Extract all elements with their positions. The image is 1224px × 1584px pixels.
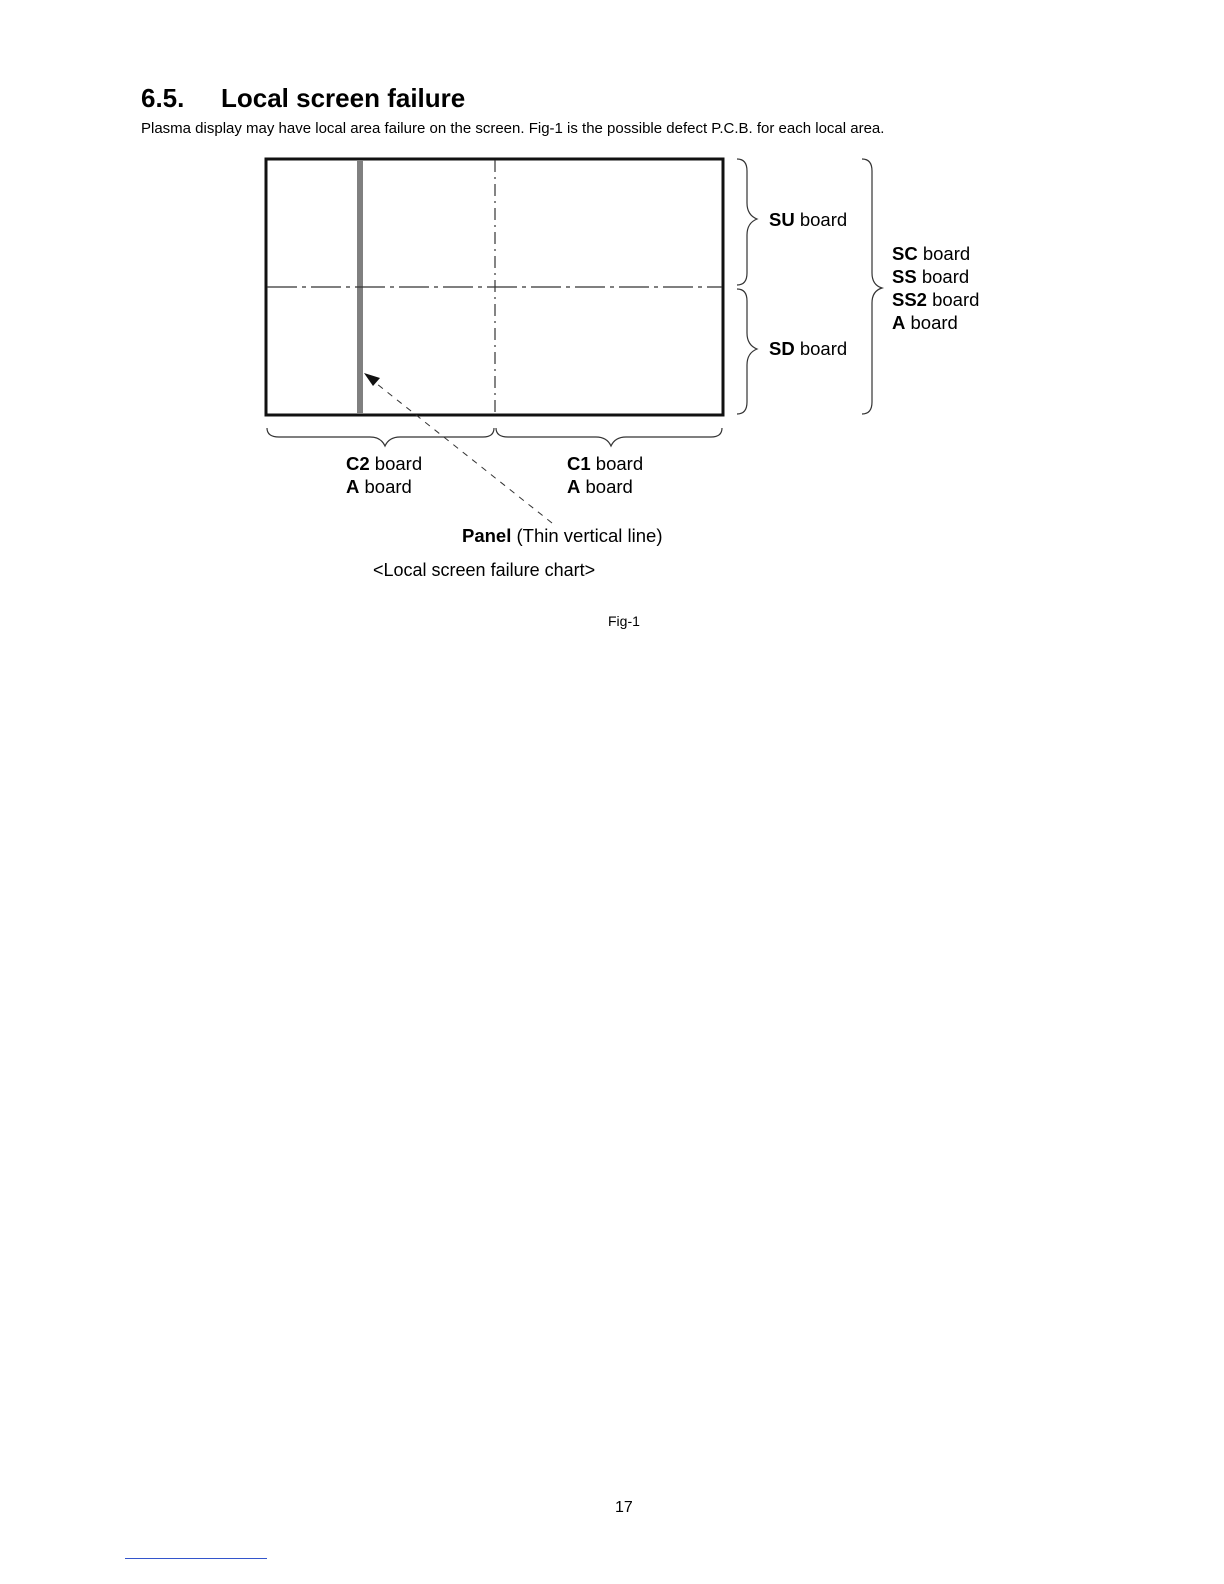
ss2-board-label: SS2 board	[892, 289, 980, 310]
sd-brace	[737, 289, 757, 414]
ss-board-label: SS board	[892, 266, 970, 287]
su-board-label: SU board	[769, 209, 848, 230]
c2-brace	[267, 428, 494, 446]
c2-group-labels	[346, 452, 422, 498]
a-board-label: A board	[892, 312, 958, 333]
panel-label: Panel (Thin vertical line)	[462, 525, 663, 546]
right-group-labels	[892, 242, 979, 334]
c2-board-label: C2 board	[346, 453, 423, 474]
section-number: 6.5.	[141, 83, 185, 113]
page-number: 17	[615, 1499, 633, 1516]
sc-board-label: SC board	[892, 243, 971, 264]
intro-paragraph: Plasma display may have local area failure on the screen. Fig-1 is the possible defect P.C.B. for each local area.	[141, 120, 885, 137]
c1-board-label: C1 board	[567, 453, 644, 474]
c1-group-labels	[567, 452, 643, 498]
chart-title: <Local screen failure chart>	[373, 560, 596, 580]
right-group-brace	[862, 159, 882, 414]
footer-rule	[125, 1558, 267, 1559]
c1-brace	[496, 428, 722, 446]
c1-a-board-label: A board	[567, 476, 633, 497]
panel-arrowhead	[364, 373, 380, 386]
section-title: Local screen failure	[221, 83, 466, 113]
sd-board-label: SD board	[769, 338, 848, 359]
figure-caption: Fig-1	[608, 613, 640, 629]
c2-a-board-label: A board	[346, 476, 412, 497]
local-screen-failure-diagram	[0, 0, 1224, 700]
su-brace	[737, 159, 757, 285]
